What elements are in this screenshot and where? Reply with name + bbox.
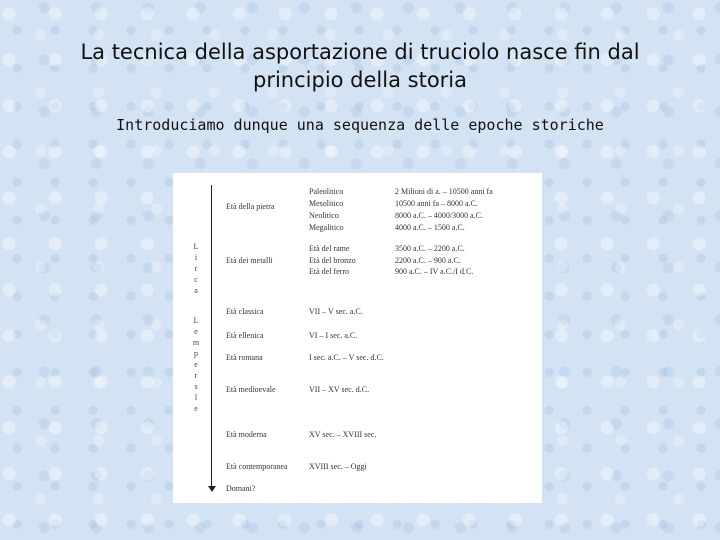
era-item-date: 3500 a.C. – 2200 a.C. — [395, 244, 465, 253]
timeline-figure — [173, 173, 542, 503]
era-label: Età medioevale — [226, 385, 276, 394]
era-label: Età dei metalli — [226, 256, 273, 265]
era-item-name: Megalitico — [309, 223, 344, 232]
era-item-name: VII – XV sec. d.C. — [309, 385, 370, 394]
era-label: Domani? — [226, 484, 256, 493]
era-item-name: Età del bronzo — [309, 256, 356, 265]
timeline-arrow-icon — [208, 486, 216, 492]
side-label-1: L i r c a — [193, 242, 199, 295]
title-line-2: principio della storia — [253, 68, 467, 92]
slide-title — [40, 38, 680, 94]
era-label: Età contemporanea — [226, 462, 288, 471]
era-item-date: 10500 anni fa – 8000 a.C. — [395, 199, 478, 208]
era-label: Età moderna — [226, 430, 267, 439]
era-item-date: 2200 a.C. – 900 a.C. — [395, 256, 461, 265]
era-label: Età della pietra — [226, 202, 275, 211]
era-label: Età ellenica — [226, 331, 264, 340]
era-item-date: 900 a.C. – IV a.C./I d.C. — [395, 267, 474, 276]
era-item-name: XVIII sec. – Oggi — [309, 462, 367, 471]
timeline-axis — [211, 185, 212, 489]
era-item-date: 2 Milioni di a. – 10500 anni fa — [395, 187, 493, 196]
era-item-name: Paleolitico — [309, 187, 344, 196]
era-item-name: Mesolitico — [309, 199, 344, 208]
era-item-name: I sec. a.C. – V sec. d.C. — [309, 353, 384, 362]
era-item-name: VI – I sec. a.C. — [309, 331, 358, 340]
era-item-name: XV sec. – XVIII sec. — [309, 430, 377, 439]
era-label: Età romana — [226, 353, 263, 362]
era-label: Età classica — [226, 307, 264, 316]
era-item-name: Età del ferro — [309, 267, 349, 276]
era-item-date: 8000 a.C. – 4000/3000 a.C. — [395, 211, 483, 220]
era-item-name: Età del rame — [309, 244, 350, 253]
side-label-2: L e m p e r s l e — [192, 316, 200, 413]
era-item-name: VII – V sec. a.C. — [309, 307, 363, 316]
era-item-date: 4000 a.C. – 1500 a.C. — [395, 223, 465, 232]
title-line-1: La tecnica della asportazione di truciolo nasce fin dal — [80, 40, 640, 64]
slide-subtitle: Introduciamo dunque una sequenza delle epoche storiche — [116, 116, 604, 134]
era-item-name: Neolitico — [309, 211, 339, 220]
